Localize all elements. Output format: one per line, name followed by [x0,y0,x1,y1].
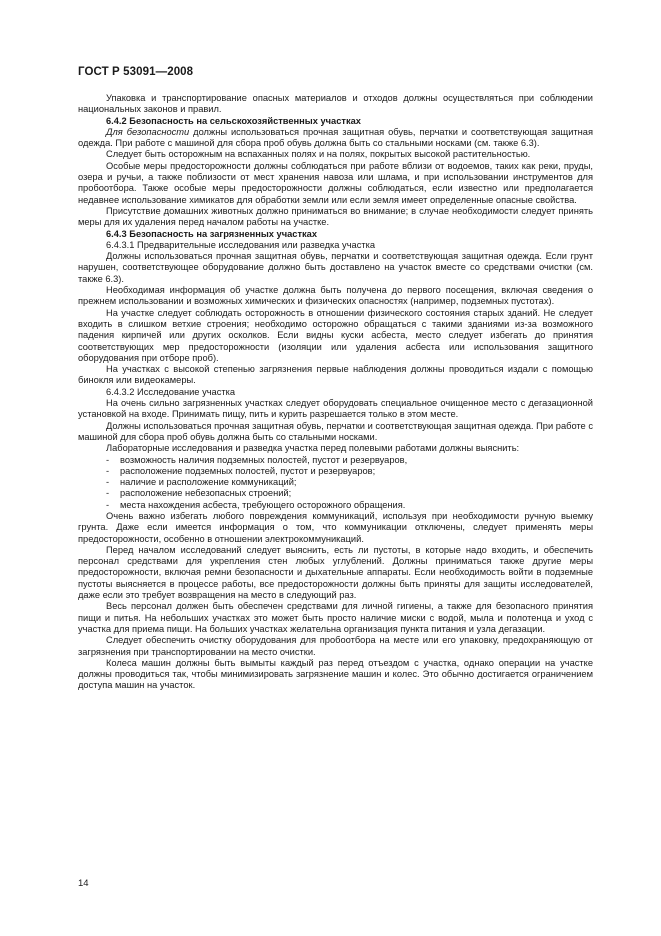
document-header: ГОСТ Р 53091—2008 [78,66,194,78]
list-item-text: расположение небезопасных строений; [120,488,292,499]
section-heading: 6.4.3 Безопасность на загрязненных участках [106,228,318,239]
paragraph: Следует обеспечить очистку оборудования для пробоотбора на месте или его упаковку, предохраняющую от загрязнения при транспортировании на место очистки. [78,635,593,657]
paragraph: На участке следует соблюдать осторожность в отношении физического состояния старых зданий. Не следует входить в слишком ветхие строения; необходимо осторожно обращаться с такими зданиями из-за возможного падения кирпичей или других осколков. Если видны куски асбеста, место следует избегать до принятия соответствующих мер предосторожности (изоляции или удаления асбеста или использования защитного оборудования при отборе проб). [78,307,593,363]
list-dash: - [106,477,110,488]
list-item-text: наличие и расположение коммуникаций; [120,477,297,488]
document-body [78,93,593,692]
list-item-text: возможность наличия подземных полостей, пустот и резервуаров, [120,454,408,465]
paragraph: Необходимая информация об участке должна быть получена до первого посещения, включая сведения о прежнем использовании и возможных химических и физических опасностях (например, подземных пустотах). [78,285,593,307]
page-number: 14 [78,878,89,889]
section-heading: 6.4.2 Безопасность на сельскохозяйственных участках [106,115,361,126]
paragraph: Следует быть осторожным на вспаханных полях и на полях, покрытых высокой растительностью. [106,149,531,160]
list-item [78,466,593,477]
list-dash: - [106,499,110,510]
paragraph: Особые меры предосторожности должны соблюдаться при работе вблизи от водоемов, таких как реки, пруды, озера и ручьи, а также поблизости от мест хранения навоза или шлама, и при использовании инструментов для пробоотбора. Также особые меры предосторожности должны соблюдаться, если известно или предполагается недавнее использование химикатов для обработки земли или если земля имеет определенные опасные свойства. [78,160,593,205]
list-item [78,488,593,499]
paragraph [78,127,593,150]
list-dash: - [106,465,110,476]
subsection-heading: 6.4.3.2 Исследование участка [106,386,236,397]
list-item-text: расположение подземных полостей, пустот и резервуаров; [120,465,376,476]
list-dash: - [106,488,110,499]
paragraph: Лабораторные исследования и разведка участка перед полевыми работами должны выяснить: [106,443,520,454]
paragraph-text: должны использоваться прочная защитная обувь, перчатки и соответствующая защитная одежда. При работе с машиной для сбора проб обувь должна быть со стальными носками (см. также 6.3). [78,126,593,149]
list-item [78,500,593,511]
paragraph: Должны использоваться прочная защитная обувь, перчатки и соответствующая защитная одежда. Если грунт нарушен, соответствующее оборудование должно быть доставлено на участок вместе со средствами очистки (см. также 6.3). [78,251,593,284]
list-item [78,455,593,466]
subsection-heading: 6.4.3.1 Предварительные исследования или разведка участка [106,239,376,250]
paragraph: Весь персонал должен быть обеспечен средствами для личной гигиены, а также для безопасного принятия пищи и питья. На небольших участках это может быть просто наличие миски с водой, мыла и полотенца и уход с участка для приема пищи. На больших участках желательна организация пункта питания и узла дегазации. [78,601,593,634]
paragraph: Должны использоваться прочная защитная обувь, перчатки и соответствующая защитная одежда. При работе с машиной для сбора проб обувь должна быть со стальными носками. [78,420,593,442]
paragraph: На очень сильно загрязненных участках следует оборудовать специальное очищенное место с дегазационной установкой на входе. Принимать пищу, пить и курить разрешается только в этом месте. [78,398,593,420]
paragraph: Перед началом исследований следует выяснить, есть ли пустоты, в которые надо входить, и обеспечить персонал средствами для укрепления стен любых углублений. Должны приниматься также другие меры предосторожности, включая ремни безопасности и дыхательные аппараты. Если необходимость войти в подземные пустоты выясняется в процессе работы, все предосторожности должны быть приняты для защиты исследователей, даже если это требует возвращения на место в следующий раз. [78,544,593,601]
italic-phrase: Для безопасности [106,126,190,137]
paragraph: Очень важно избегать любого повреждения коммуникаций, используя при необходимости ручную выемку грунта. Даже если имеется информация о том, что коммуникации отключены, следует применять меры предосторожности, особенно в отношении электрокоммуникаций. [78,510,593,544]
paragraph: Колеса машин должны быть вымыты каждый раз перед отъездом с участка, однако операции на участке должны проводиться так, чтобы минимизировать загрязнение машин и колес. Это обычно достигается ограничением доступа машин на участок. [78,657,593,691]
list-dash: - [106,454,110,465]
paragraph: Упаковка и транспортирование опасных материалов и отходов должны осуществляться при соблюдении национальных законов и правил. [78,93,593,115]
list-item [78,477,593,488]
paragraph: Присутствие домашних животных должно приниматься во внимание; в случае необходимости следует принять меры для их удаления перед началом работы на участке. [78,205,593,228]
list-item-text: места нахождения асбеста, требующего осторожного обращения. [120,499,406,510]
paragraph: На участках с высокой степенью загрязнения первые наблюдения должны проводиться издали с помощью бинокля или видеокамеры. [78,364,593,386]
